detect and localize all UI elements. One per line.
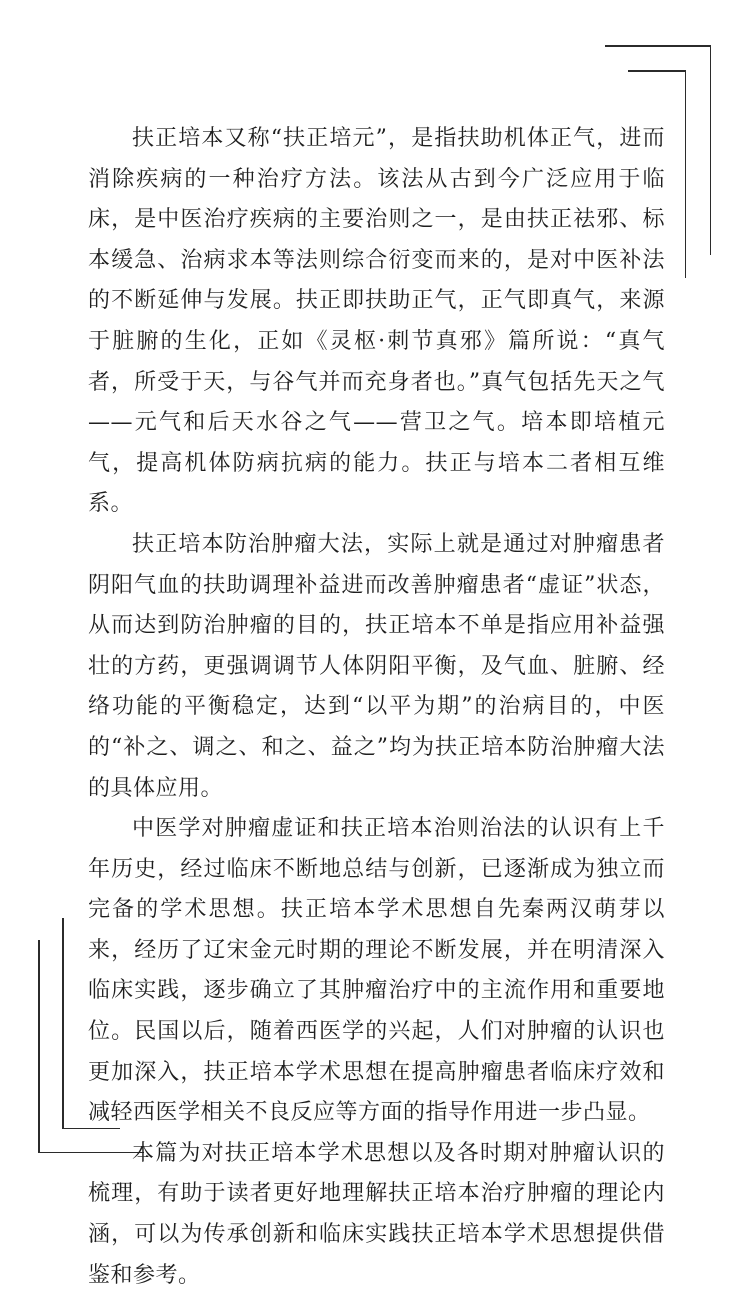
page-body xyxy=(88,119,665,1296)
paragraph-3: 中医学对肿瘤虚证和扶正培本治则治法的认识有上千年历史，经过临床不断地总结与创新，已逐渐成为独立而完备的学术思想。扶正培本学术思想自先秦两汉萌芽以来，经历了辽宋金元时期的理论不断发展，并在明清深入临床实践，逐步确立了其肿瘤治疗中的主流作用和重要地位。民国以后，随着西医学的兴起，人们对肿瘤的认识也更加深入，扶正培本学术思想在提高肿瘤患者临床疗效和减轻西医学相关不良反应等方面的指导作用进一步凸显。 xyxy=(88,816,665,1126)
paragraph-4: 本篇为对扶正培本学术思想以及各时期对肿瘤认识的梳理，有助于读者更好地理解扶正培本治疗肿瘤的理论内涵，可以为传承创新和临床实践扶正培本学术思想提供借鉴和参考。 xyxy=(88,1140,665,1288)
corner-line xyxy=(38,940,40,1153)
corner-line xyxy=(605,45,711,47)
corner-line xyxy=(628,70,686,72)
paragraph-1: 扶正培本又称“扶正培元”，是指扶助机体正气，进而消除疾病的一种治疗方法。该法从古到今广泛应用于临床，是中医治疗疾病的主要治则之一，是由扶正祛邪、标本缓急、治病求本等法则综合衍变而来的，是对中医补法的不断延伸与发展。扶正即扶助正气，正气即真气，来源于脏腑的生化，正如《灵枢·刺节真邪》篇所说：“真气者，所受于天，与谷气并而充身者也。”真气包括先天之气——元气和后天水谷之气——营卫之气。培本即培植元气，提高机体防病抗病的能力。扶正与培本二者相互维系。 xyxy=(88,126,665,517)
corner-line xyxy=(685,70,687,278)
paragraph-2: 扶正培本防治肿瘤大法，实际上就是通过对肿瘤患者阴阳气血的扶助调理补益进而改善肿瘤患者“虚证”状态，从而达到防治肿瘤的目的，扶正培本不单是指应用补益强壮的方药，更强调调节人体阴阳平衡，及气血、脏腑、经络功能的平衡稳定，达到“以平为期”的治病目的，中医的“补之、调之、和之、益之”均为扶正培本防治肿瘤大法的具体应用。 xyxy=(88,531,665,801)
corner-line xyxy=(710,45,712,255)
corner-line xyxy=(62,918,64,1129)
